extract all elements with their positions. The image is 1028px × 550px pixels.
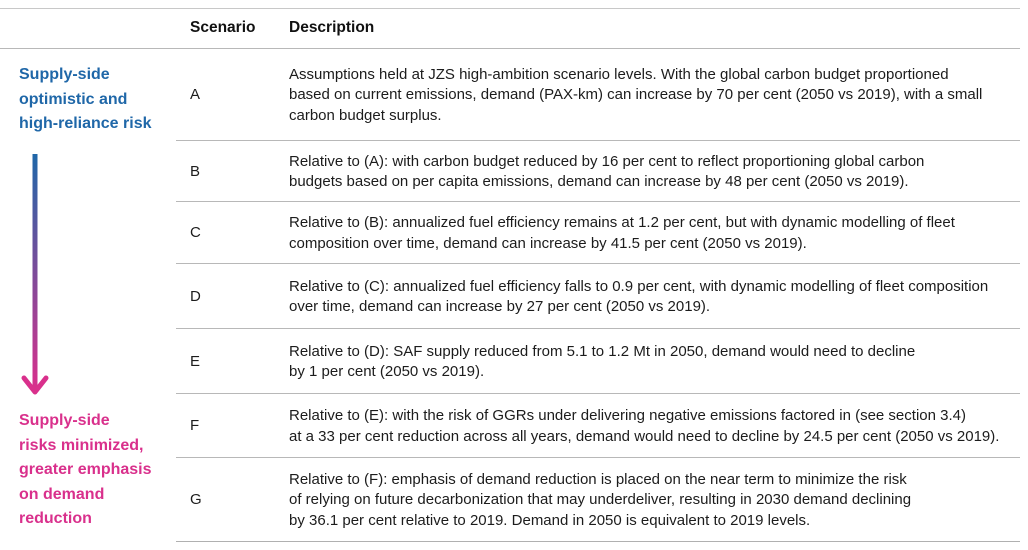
scenario-description: [289, 404, 1020, 447]
table-row: [176, 264, 1020, 328]
description-line: of relying on future decarbonization that may underdeliver, resulting in 2030 demand declining: [289, 491, 912, 509]
scenario-description: [289, 211, 1020, 254]
header-scenario: Scenario: [190, 19, 256, 36]
description-line: based on current emissions, demand (PAX-km) can increase by 70 per cent (2050 vs 2019), with a small: [289, 86, 983, 104]
description-line: Assumptions held at JZS high-ambition scenario levels. With the global carbon budget proportioned: [289, 65, 949, 83]
scenario-letter: E: [190, 352, 201, 370]
scenario-letter: C: [190, 224, 201, 241]
scenario-letter: A: [190, 86, 201, 103]
header-description: Description: [289, 19, 375, 36]
scenario-description: [289, 275, 1020, 318]
side-label-top-line: optimistic and: [19, 90, 128, 108]
description-line: carbon budget surplus.: [289, 106, 442, 124]
scenario-letter: F: [190, 417, 200, 434]
description-line: Relative to (C): annualized fuel efficiency falls to 0.9 per cent, with dynamic modelling of fleet composition: [289, 277, 989, 295]
description-line: Relative to (B): annualized fuel efficiency remains at 1.2 per cent, but with dynamic modelling of fleet: [289, 214, 955, 231]
table-row: [176, 394, 1020, 457]
description-line: Relative to (A): with carbon budget reduced by 16 per cent to reflect proportioning global carbon: [289, 152, 925, 170]
description-line: by 36.1 per cent relative to 2019. Demand in 2050 is equivalent to 2019 levels.: [289, 511, 811, 529]
scenario-description: [289, 63, 1020, 127]
description-line: over time, demand can increase by 27 per cent (2050 vs 2019).: [289, 298, 711, 315]
description-line: at a 33 per cent reduction across all years, demand would need to decline by 24.5 per cent (2050 vs 2019).: [289, 427, 1000, 445]
scenario-description: [289, 150, 1020, 193]
table-top-rule: [0, 8, 1020, 9]
description-line: Relative to (D): SAF supply reduced from 5.1 to 1.2 Mt in 2050, demand would need to decline: [289, 342, 916, 360]
side-label-bottom-line: Supply-side: [19, 412, 110, 429]
scenario-description: [289, 468, 1020, 532]
side-label-bottom-line: reduction: [19, 510, 92, 527]
side-label-bottom-line: on demand: [19, 485, 105, 503]
table-row: [176, 458, 1020, 541]
table-row: [176, 141, 1020, 201]
side-label-top-line: high-reliance risk: [19, 115, 152, 132]
side-label-top: [19, 63, 152, 137]
table-row: [176, 329, 1020, 393]
description-line: by 1 per cent (2050 vs 2019).: [289, 363, 485, 380]
table-row: [176, 202, 1020, 263]
description-line: composition over time, demand can increase by 41.5 per cent (2050 vs 2019).: [289, 234, 807, 252]
side-label-bottom-line: greater emphasis: [19, 461, 152, 478]
table-bottom-rule: [176, 541, 1020, 542]
table-row: [176, 49, 1020, 140]
side-label-bottom: [19, 409, 152, 532]
scenario-letter: G: [190, 491, 202, 508]
description-line: Relative to (E): with the risk of GGRs under delivering negative emissions factored in (see section 3.4): [289, 407, 966, 424]
scenario-letter: B: [190, 162, 201, 180]
scenario-description: [289, 340, 1020, 383]
side-label-bottom-line: risks minimized,: [19, 436, 144, 454]
description-line: budgets based on per capita emissions, demand can increase by 48 per cent (2050 vs 2019).: [289, 173, 909, 190]
description-line: Relative to (F): emphasis of demand reduction is placed on the near term to minimize the risk: [289, 470, 907, 488]
gradient-arrow-icon: [20, 150, 56, 402]
side-label-top-line: Supply-side: [19, 66, 110, 83]
scenario-letter: D: [190, 287, 201, 305]
